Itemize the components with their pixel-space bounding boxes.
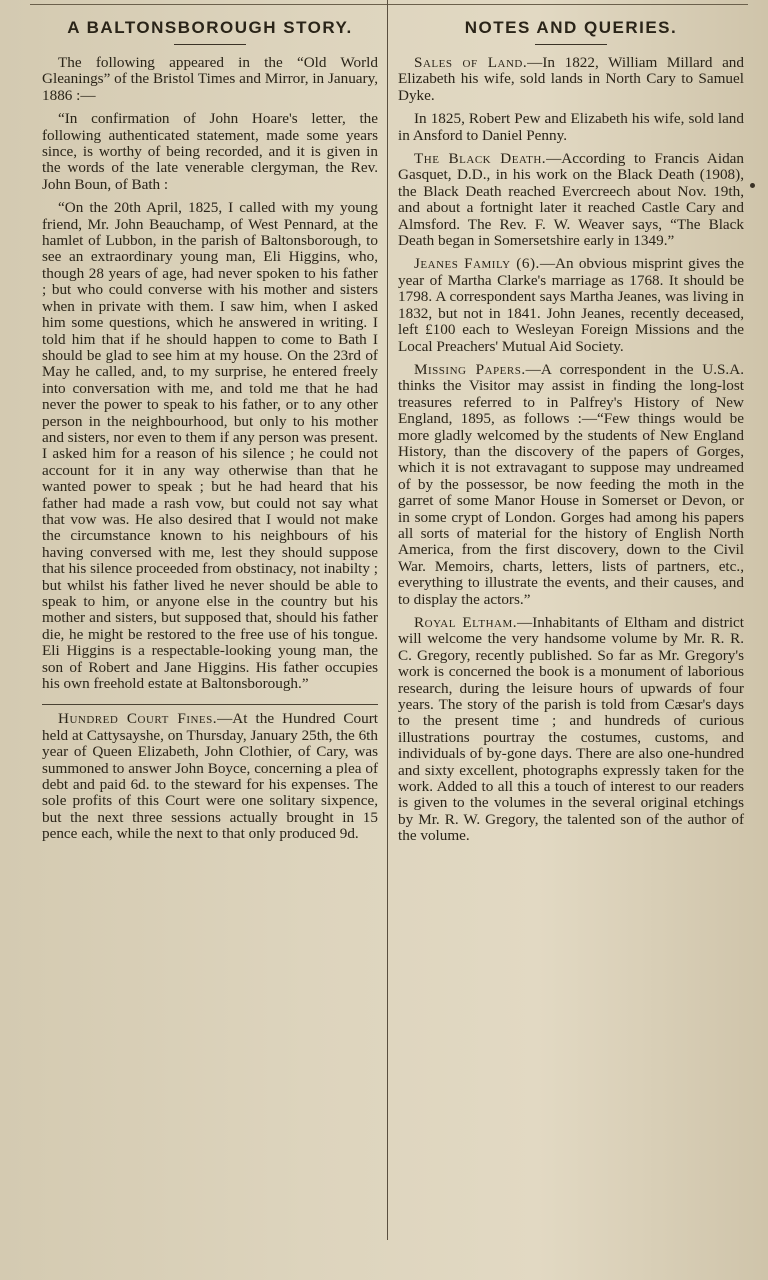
- black-death-body: —According to Francis Aidan Gasquet, D.D., in his work on the Black Death (1908), the Black Death reached Evercreech about Nov. 19th, and about a fortnight later it reached Castle Cary and Almsford. The Rev. F. W. Weaver says, “The Black Death began in Somersetshire early in 1349.”: [398, 150, 744, 250]
- left-column: [42, 10, 378, 850]
- heading-rule: [535, 44, 607, 45]
- missing-papers-title: Missing Papers.: [414, 360, 526, 378]
- paragraph-confirmation: “In confirmation of John Hoare's letter, the following authenticated statement, made some years since, is worthy of being recorded, and it is given in the words of the late venerable clergyman, the Rev. John Boun, of Bath :: [42, 110, 378, 193]
- jeanes-title: Jeanes Family (6).: [414, 255, 540, 273]
- intro-paragraph: The following appeared in the “Old World Gleanings” of the Bristol Times and Mirror, in January, 1886 :—: [42, 54, 378, 104]
- hundred-court-body: —At the Hundred Court held at Cattysayshe, on Thursday, January 25th, the 6th year of Queen Elizabeth, John Clothier, of Cary, was summoned to answer John Boyce, concerning a plea of debt and paid 6d. to the steward for his expenses. The sole profits of this Court were one solitary sixpence, but the next three sessions actually brought in 15 pence each, while the next to that only produced 9d.: [42, 710, 378, 843]
- top-rule: [30, 4, 748, 5]
- hundred-court-title: Hundred Court Fines.: [58, 710, 218, 728]
- black-death-paragraph: [398, 151, 744, 249]
- heading-rule: [174, 44, 246, 45]
- royal-eltham-body: —Inhabitants of Eltham and district will welcome the very handsome volume by Mr. R. R. C. Gregory, recently published. So far as Mr. Gregory's work is concerned the book is a monument of laborious research, during the leisure hours of upwards of four years. The story of the parish is told from Cæsar's days to the present time ; and hundreds of curious illustrations pourtray the costumes, customs, and individuals of by-gone days. There are also one-hundred and sixty excellent, photographs expressly taken for the work. Added to all this a touch of interest to our readers is given to the volumes in the several original etchings by Mr. R. W. Gregory, the talented son of the author of the volume.: [398, 614, 744, 845]
- left-heading: A BALTONSBOROUGH STORY.: [67, 18, 353, 37]
- missing-papers-body: —A correspondent in the U.S.A. thinks the Visitor may assist in finding the long-lost treasures referred to in Palfrey's History of New England, 1895, as follows :—“Few things would be more gladly welcomed by the students of New England History, than the discovery of the papers of Gorges, which it is not extravagant to suppose may undreamed of by the possessor, be now feeding the moth in the garret of some Manor House in Somerset or Devon, or in some crypt of London. Gorges had among his papers all sorts of material for the history of English North America, from the first discovery, down to the Civil War. Memoirs, charts, letters, lists of partners, etc., everything to illustrate the events, and their causes, and to display the actors.”: [398, 360, 744, 608]
- royal-eltham-title: Royal Eltham.: [414, 614, 518, 631]
- right-heading: NOTES AND QUERIES.: [464, 18, 678, 37]
- missing-papers-paragraph: [398, 362, 744, 608]
- section-separator: [42, 699, 378, 711]
- sales-body: —In 1822, William Millard and Elizabeth his wife, sold lands in North Cary to Samuel Dyke.: [398, 54, 744, 104]
- jeanes-paragraph: [398, 256, 744, 354]
- sales-paragraph: [398, 55, 744, 104]
- sales-paragraph-2: In 1825, Robert Pew and Elizabeth his wife, sold land in Ansford to Daniel Penny.: [398, 110, 744, 144]
- hundred-court-paragraph: [42, 711, 378, 842]
- right-column: [398, 10, 744, 852]
- black-death-title: The Black Death.: [414, 150, 547, 168]
- paragraph-narrative: “On the 20th April, 1825, I called with my young friend, Mr. John Beauchamp, of West Pennard, at the hamlet of Lubbon, in the parish of Baltonsborough, to see an extraordinary young man, Eli Higgins, who, though 28 years of age, had never spoken to his father ; but who could converse with his mother and sisters when in private with them. I saw him, when I asked him some questions, which he answered in writing. I told him that if he should happen to come to Bath I should be glad to see him at my house. On the 23rd of May he called, and, to my surprise, he entered freely into conversation with me, and told me that he had never the power to speak to his father, or to any other person in the neighbourhood, but only to his mother and sisters, nor even to them if any person was present. I asked him for a reason of his silence ; he could not account for it in any way otherwise than that he wanted power to speak ; but he had heard that his father had made a rash vow, but could not say what that vow was. He also desired that I would not make the circumstance known to his neighbours of his having conversed with me, lest they should suppose that his silence proceeded from obstinacy, not inabilty ; but whilst his father lived he never should be able to speak to him, or anyone else in the country but his mother and sisters, but supposed that, should his father die, he might be restored to the free use of his tongue. Eli Higgins is a respectable-looking young man, the son of Robert and Jane Higgins. His father occupies his own freehold estate at Baltonsborough.”: [42, 199, 379, 693]
- sales-title: Sales of Land.: [414, 54, 528, 71]
- jeanes-body: —An obvious misprint gives the year of Martha Clarke's marriage as 1768. It should be 1798. A correspondent says Martha Jeanes, was living in 1832, but not in 1841. John Jeanes, recently deceased, left £100 each to Wesleyan Foreign Missions and the Local Preachers' Mutual Aid Society.: [398, 255, 744, 355]
- column-divider: [387, 0, 388, 1240]
- royal-eltham-paragraph: [398, 615, 744, 845]
- margin-dot: [750, 183, 755, 188]
